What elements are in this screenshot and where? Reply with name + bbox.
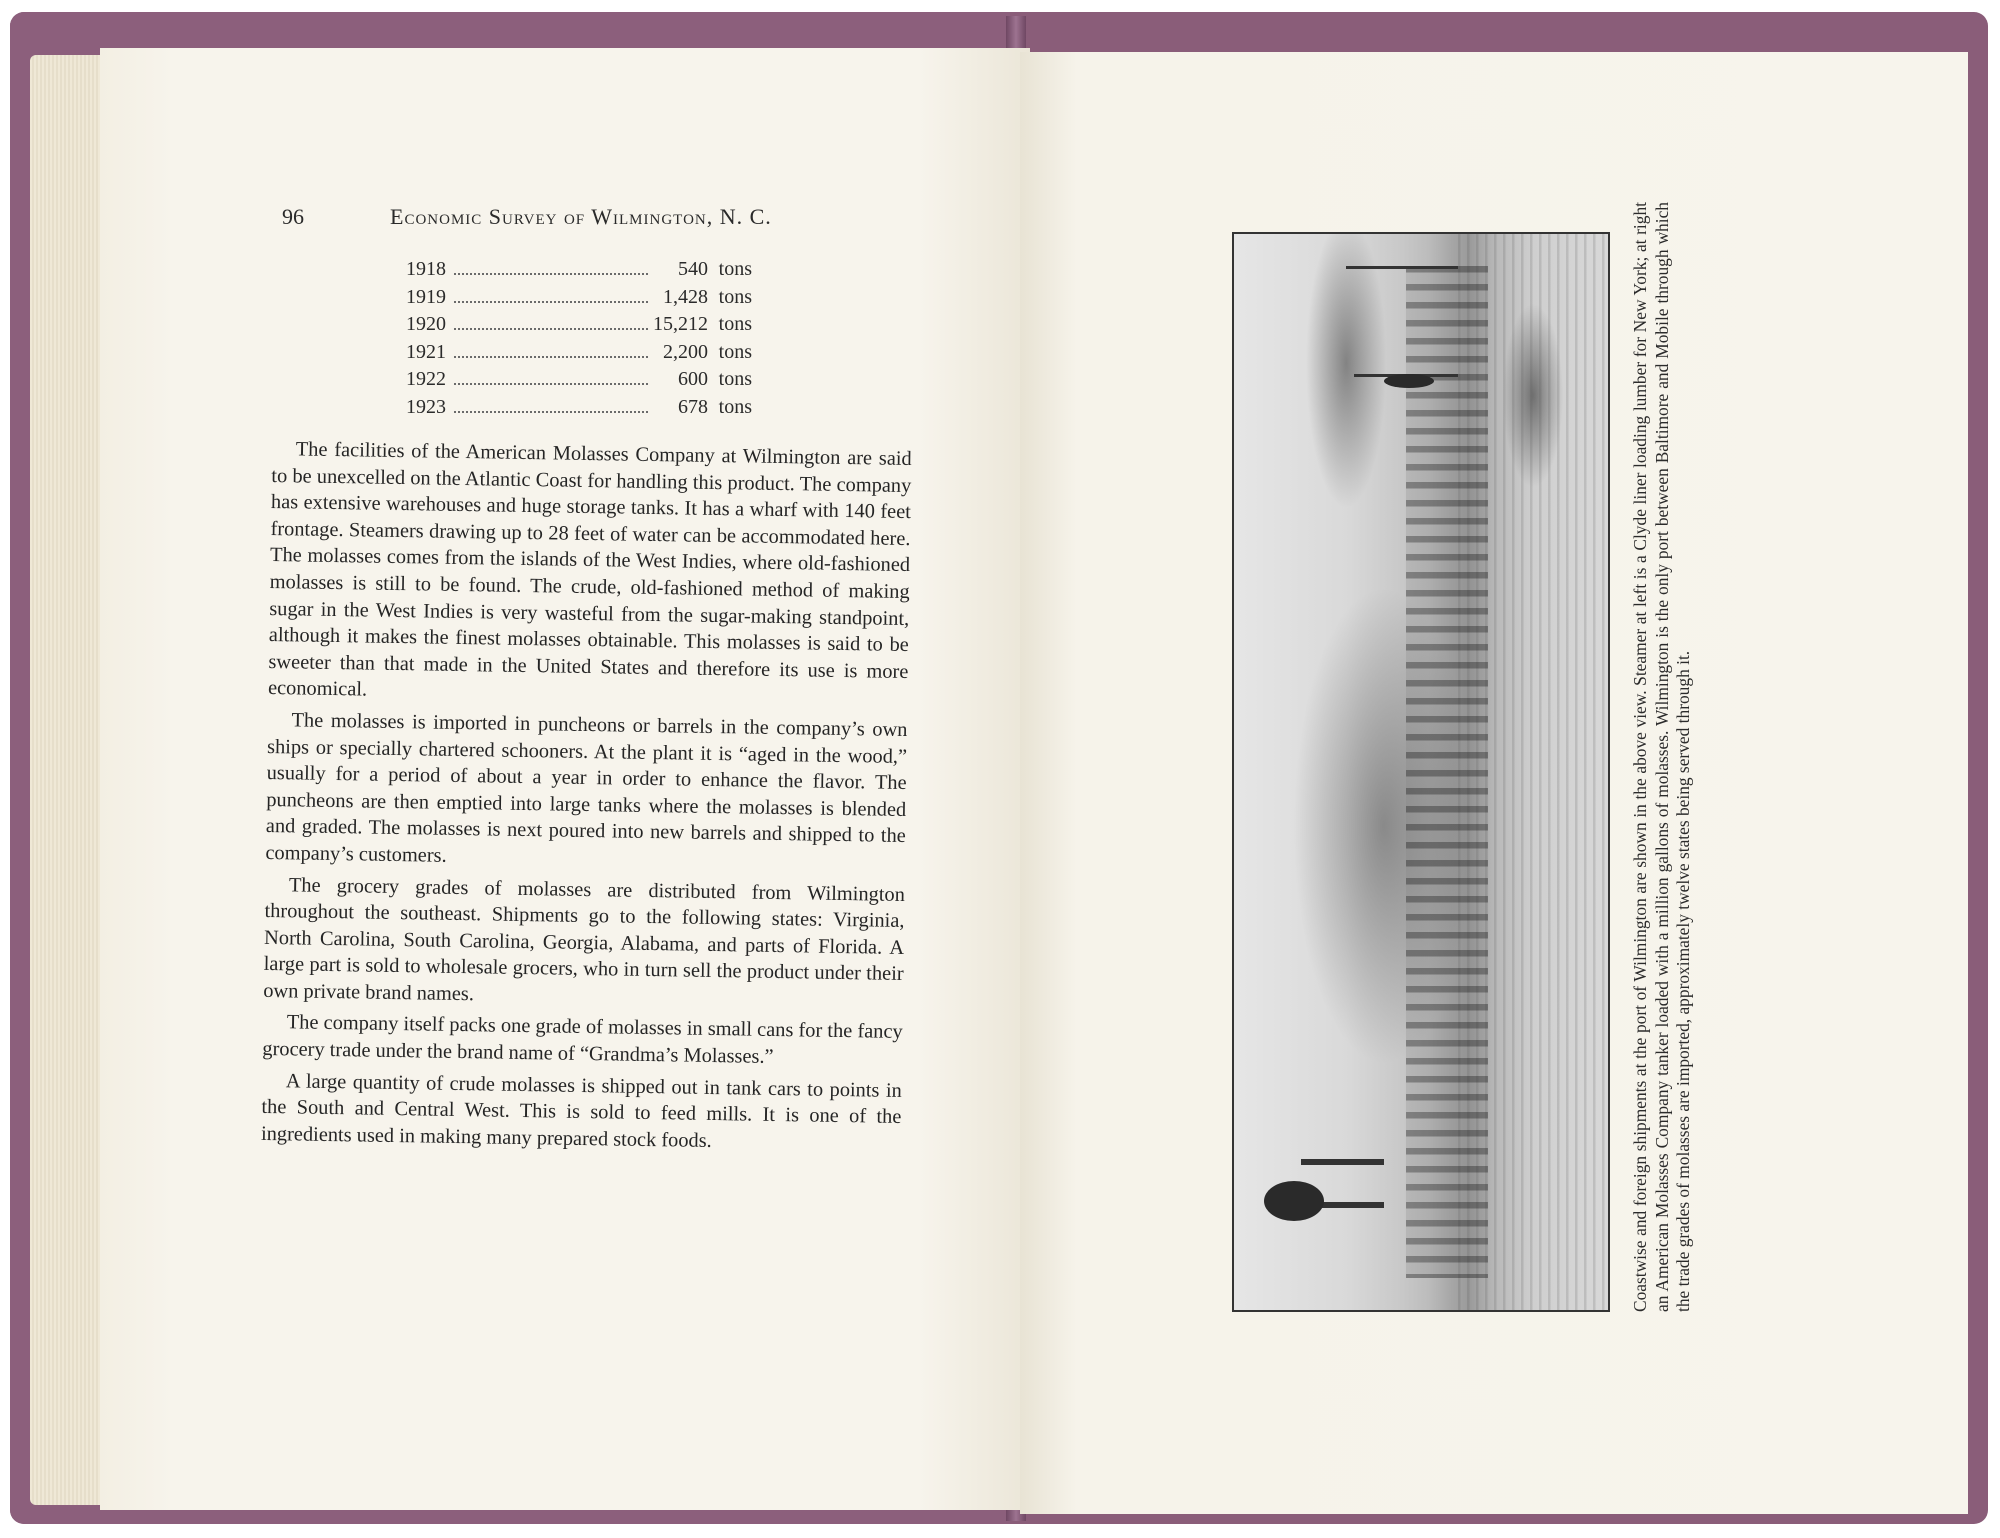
paragraph: The company itself packs one grade of molasses in small cans for the fancy grocery trade under the brand name of “Grandma’s Molasses.” (262, 1011, 903, 1069)
tonnage-amount: 2,200 (663, 340, 708, 363)
tonnage-amount: 678 (678, 395, 708, 418)
leader-dots (454, 328, 648, 330)
tonnage-year: 1921 (406, 340, 446, 363)
tonnage-amount: 1,428 (663, 285, 708, 308)
tonnage-year: 1922 (406, 368, 446, 390)
photo-smoke (1384, 374, 1434, 388)
photo-caption (1630, 202, 1695, 1312)
caption-text: Coastwise and foreign shipments at the port of Wilmington are shown in the above view. Steamer at left is a Clyde liner loading lumber for New York; at right an American Molasses Company tanker loaded with a million gallons of molasses. Wilmington is the only port between Baltimore and Mobile through which the trade grades of molasses are imported, approximately twelve states being served through it. (1630, 202, 1694, 1312)
harbor-photograph (1232, 232, 1610, 1312)
paragraph: The molasses is imported in puncheons or barrels in the company’s own ships or specially chartered schooners. At the plant it is “aged in the wood,” usually for a period of about a year in order to enhance the flavor. The puncheons are then emptied into large tanks where the molasses is blended and graded. The molasses is next poured into new barrels and shipped to the company’s customers. (265, 709, 908, 867)
paragraph: The grocery grades of molasses are distributed from Wilmington throughout the southeast. Shipments go to the following states: Virginia, North Carolina, South Carolina, Georgia, Alabama, and parts of Florida. A large part is sold to wholesale grocers, who in turn sell the product under their own private brand names. (263, 873, 906, 1006)
tonnage-unit: tons (718, 368, 752, 390)
leader-dots (454, 383, 648, 385)
paragraph: The facilities of the American Molasses Company at Wilmington are said to be unexcelled on the Atlantic Coast for handling this product. The company has extensive warehouses and huge storage tanks. It has a wharf with 140 feet frontage. Steamers drawing up to 28 feet of water can be accommodated here. The molasses comes from the islands of the West Indies, where old-fashioned molasses is still to be found. The crude, old-fashioned method of making sugar in the West Indies is very wasteful from the sugar-making standpoint, although it makes the finest molasses obtainable. This molasses is said to be sweeter than that made in the United States and therefore its use is more economical. (267, 438, 912, 701)
tonnage-year: 1920 (406, 313, 446, 335)
tonnage-row (406, 396, 766, 424)
tonnage-unit: tons (718, 395, 752, 418)
leader-dots (454, 356, 648, 358)
tonnage-unit: tons (718, 313, 752, 335)
tonnage-unit: tons (718, 285, 752, 308)
tonnage-row (406, 286, 766, 314)
tonnage-row (406, 258, 766, 286)
body-text (261, 436, 912, 1162)
leader-dots (454, 411, 648, 413)
leader-dots (454, 273, 648, 275)
tonnage-amount: 15,212 (653, 313, 708, 335)
tonnage-row (406, 313, 766, 341)
page-number: 96 (282, 204, 304, 229)
photo-mast (1346, 266, 1458, 269)
tonnage-year: 1923 (406, 395, 446, 418)
leader-dots (454, 301, 648, 303)
paragraph: A large quantity of crude molasses is shipped out in tank cars to points in the South and Central West. This is sold to feed mills. It is one of the ingredients used in making many prepared stock foods. (260, 1069, 902, 1152)
photo-smoke (1264, 1181, 1324, 1221)
tonnage-row (406, 341, 766, 369)
tonnage-amount: 540 (678, 258, 708, 280)
tonnage-unit: tons (718, 340, 752, 363)
tonnage-row (406, 368, 766, 396)
tonnage-year: 1919 (406, 285, 446, 308)
running-title: Economic Survey of Wilmington, N. C. (390, 204, 772, 229)
photo-smokestack (1301, 1159, 1383, 1165)
tonnage-table (406, 258, 766, 423)
tonnage-unit: tons (718, 258, 752, 280)
tonnage-amount: 600 (678, 368, 708, 390)
page-edges (30, 55, 110, 1505)
tonnage-year: 1918 (406, 258, 446, 280)
running-header (282, 204, 822, 232)
photo-waterfront (1406, 266, 1488, 1277)
